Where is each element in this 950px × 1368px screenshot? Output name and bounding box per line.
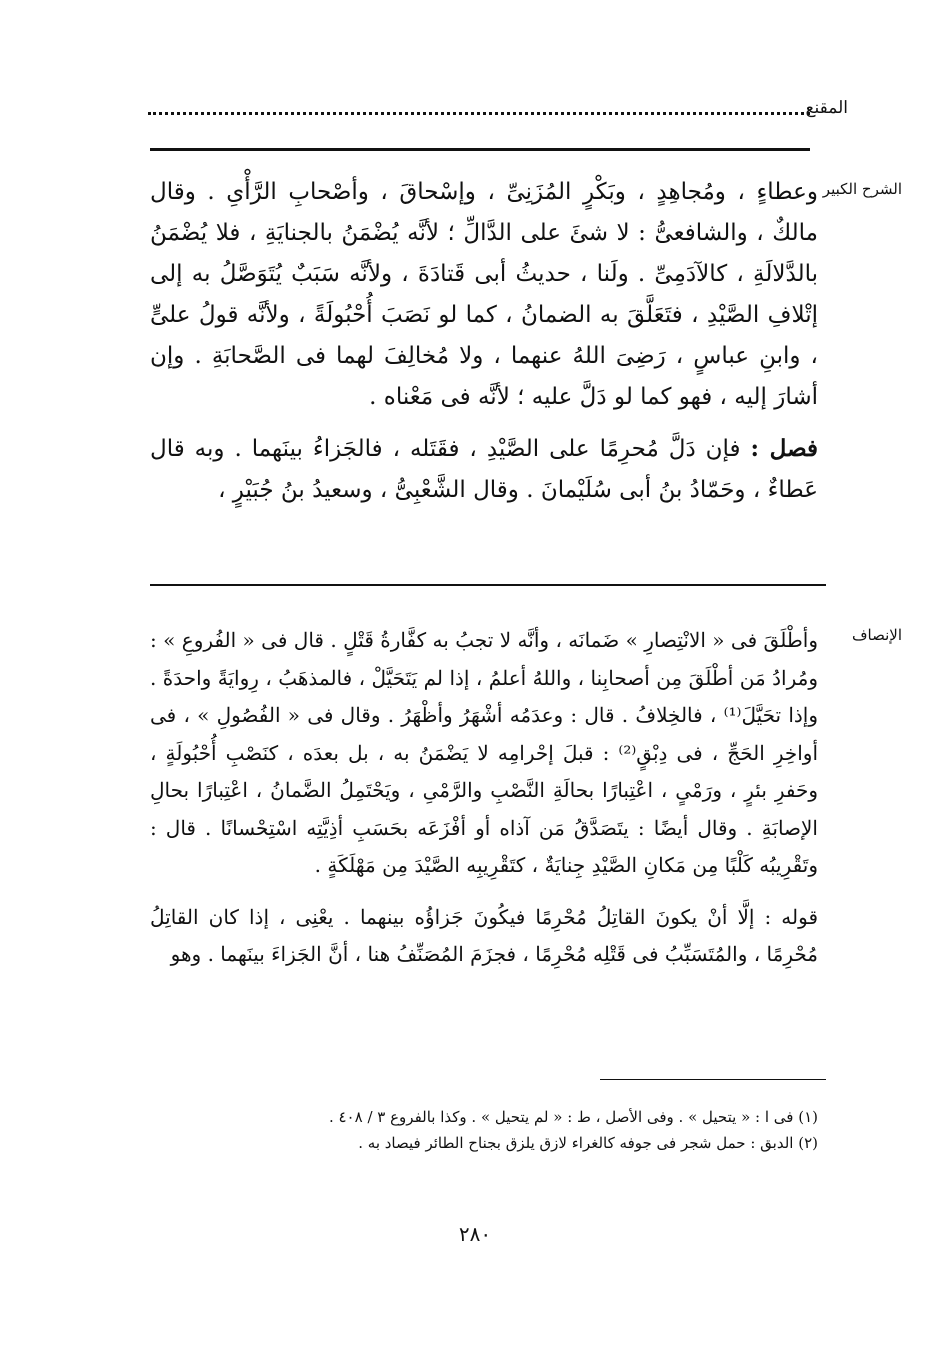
qawluh-paragraph: قوله : إلَّا أنْ يكونَ القاتِلُ مُحْرِمًا فيكُونَ جَزاؤُه بينهما . يعْنِى ، إذا كان القاتِلُ مُحْرِمًا ، والمُتَسَبِّبُ فى قَتْلِه مُحْرِمًا ، فجزَمَ المُصَنِّفُ هنا ، أنَّ الجَزاءَ بينَهما . وهو	[150, 904, 818, 966]
sharh-paragraph: وعطاءٍ ، ومُجاهِدٍ ، وبَكْرٍ المُزَنِىِّ ، وإسْحاقَ ، وأصْحابِ الرَّأْىِ . وقال مالكٌ ، والشافعىُّ : لا شئَ على الدَّالِّ ؛ لأنَّه يُضْمَنُ بالجنايَةِ ، فلا يُضْمَنُ بالدَّلالَةِ ، كالآدَمِىِّ . ولَنا ، حديثُ أبى قَتادَةَ ، ولأنَّه سَبَبٌ يُتَوَصَّلُ به إلى إتْلافِ الصَّيْدِ ، فتَعَلَّقَ به الضمانُ ، كما لو نَصَبَ أُحْبُولَةً ، ولأنَّه قولُ علىٍّ ، وابنِ عباسٍ ، رَضِىَ اللهُ عنهما ، ولا مُخالِفَ لهما فى الصَّحابَةِ . وإن أشارَ إليه ، فهو كما لو دَلَّ عليه ؛ لأنَّه فى مَعْناه .	[150, 179, 818, 410]
insaf-section	[150, 622, 818, 974]
fasl-text: فإن دَلَّ مُحرِمًا على الصَّيْدِ ، فقَتَله ، فالجَزاءُ بينَهما . وبه قال عَطاءٌ ، وحَمّادُ بنُ أبى سُلَيْمانَ . وقال الشَّعْبِىُّ ، وسعيدُ بنُ جُبَيْرٍ ،	[150, 436, 818, 503]
footnote-rule	[600, 1079, 826, 1080]
fasl-title: فصل :	[750, 435, 819, 462]
running-head: المقنع	[805, 98, 848, 118]
margin-label-insaf: الإنصاف	[851, 626, 902, 644]
footnote-1: (١) فى ا : « يتحيل » . وفى الأصل ، ط : « لم يتحيل » . وكذا بالفروع ٣ / ٤٠٨ .	[328, 1108, 818, 1126]
insaf-paragraph: وأطْلَقَ فى « الانْتِصارِ » ضَمانَه ، وأنَّه لا تجبُ به كفَّارةُ قَتْلٍ . قال فى « الفُروعِ » : ومُرادُ مَن أطْلَقَ مِن أصحابِنا ، واللهُ أعلمُ ، إذا لم يَتَحَيَّلْ ، فالمذهَبُ ، رِوايَةً واحدَةً . وإذا تحَيَّلَ⁽¹⁾ ، فالخِلافُ . قال : وعدَمُه أشْهَرُ وأظْهَرُ . وقال فى « الفُصُولِ » ، فى أواخِرِ الحَجِّ ، فى دِبْقٍ⁽²⁾ : قبلَ إحْرامِه لا يَضْمَنُ به ، بل بعدَه ، كنَصْبِ أُحْبُولَةٍ ، وحَفرِ بئرٍ ، ورَمْىٍ ، اعْتِبارًا بحالَةِ النَّصْبِ والرَّمْىِ ، ويَحْتَمِلُ الضَّمانُ ، اعْتِبارًا بحالِ الإصابَةِ . وقال أيضًا : يتَصَدَّقُ مَن آذاه أو أفْزَعَه بحَسَبِ أذِيَّتِه اسْتِحْسانًا . قال : وتَقْرِيبُه كَلْبًا مِن مَكانِ الصَّيْدِ جِنايَةٌ ، كتَقْرِيبِه الصَّيْدَ مِن مَهْلَكَةٍ .	[150, 628, 818, 877]
margin-label-sharh: الشرح الكبير	[822, 180, 902, 198]
dotted-rule	[148, 112, 810, 115]
section-divider	[150, 584, 826, 586]
fasl-paragraph	[150, 428, 818, 511]
header-rule	[150, 148, 810, 151]
footnotes	[150, 1104, 818, 1156]
footnote-2: (٢) الدبق : حمل شجر فى جوفه كالغراء لازق يلزق بجناح الطائر فيصاد به .	[358, 1134, 818, 1152]
sharh-section	[150, 172, 818, 511]
page-number: ٢٨٠	[458, 1222, 492, 1246]
